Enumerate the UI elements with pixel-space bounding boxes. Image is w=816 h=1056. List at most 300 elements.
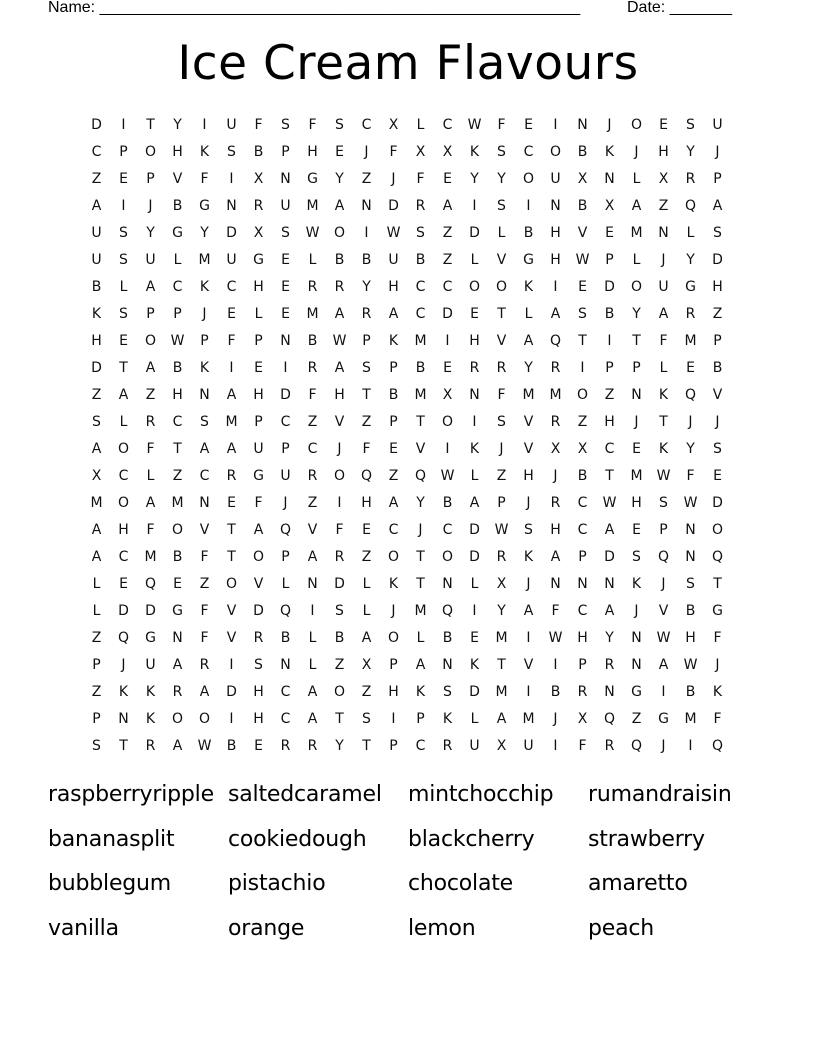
name-field[interactable]: Name: ______________________________________________________: [48, 0, 581, 16]
grid-cell[interactable]: H: [91, 332, 102, 349]
grid-cell[interactable]: Z: [145, 386, 156, 403]
grid-cell[interactable]: K: [145, 683, 156, 700]
grid-cell[interactable]: P: [146, 170, 155, 187]
grid-cell[interactable]: P: [200, 332, 209, 349]
grid-cell[interactable]: B: [685, 683, 696, 700]
grid-cell[interactable]: F: [713, 629, 722, 646]
grid-cell[interactable]: E: [578, 278, 587, 295]
grid-cell[interactable]: K: [199, 278, 210, 295]
grid-cell[interactable]: G: [523, 251, 534, 268]
grid-cell[interactable]: Z: [307, 494, 318, 511]
grid-cell[interactable]: H: [712, 278, 723, 295]
grid-cell[interactable]: J: [607, 116, 612, 133]
grid-cell[interactable]: B: [604, 305, 615, 322]
grid-cell[interactable]: L: [119, 278, 128, 295]
grid-cell[interactable]: F: [200, 602, 209, 619]
grid-cell[interactable]: S: [92, 413, 101, 430]
grid-cell[interactable]: H: [550, 521, 561, 538]
grid-cell[interactable]: H: [604, 413, 615, 430]
grid-cell[interactable]: C: [523, 143, 534, 160]
grid-cell[interactable]: K: [199, 359, 210, 376]
grid-cell[interactable]: M: [90, 494, 103, 511]
grid-cell[interactable]: M: [414, 386, 427, 403]
grid-cell[interactable]: F: [200, 548, 209, 565]
grid-cell[interactable]: G: [712, 602, 723, 619]
grid-cell[interactable]: J: [715, 656, 720, 673]
grid-cell[interactable]: G: [199, 197, 210, 214]
grid-cell[interactable]: Z: [361, 683, 372, 700]
grid-cell[interactable]: A: [91, 521, 102, 538]
grid-cell[interactable]: X: [415, 143, 426, 160]
grid-cell[interactable]: K: [388, 575, 399, 592]
grid-cell[interactable]: A: [307, 683, 318, 700]
grid-cell[interactable]: Y: [416, 494, 425, 511]
grid-cell[interactable]: S: [119, 251, 128, 268]
grid-cell[interactable]: M: [414, 332, 427, 349]
grid-cell[interactable]: C: [442, 278, 453, 295]
grid-cell[interactable]: E: [443, 170, 452, 187]
grid-cell[interactable]: S: [443, 683, 452, 700]
grid-cell[interactable]: T: [497, 305, 506, 322]
grid-cell[interactable]: U: [523, 737, 534, 754]
grid-cell[interactable]: T: [173, 440, 182, 457]
grid-cell[interactable]: E: [335, 143, 344, 160]
grid-cell[interactable]: A: [253, 521, 264, 538]
grid-cell[interactable]: I: [337, 494, 342, 511]
grid-cell[interactable]: I: [310, 602, 315, 619]
grid-cell[interactable]: P: [713, 170, 722, 187]
grid-cell[interactable]: X: [91, 467, 102, 484]
grid-cell[interactable]: N: [226, 197, 237, 214]
grid-cell[interactable]: Z: [388, 467, 399, 484]
grid-cell[interactable]: M: [522, 710, 535, 727]
grid-cell[interactable]: P: [389, 737, 398, 754]
grid-cell[interactable]: A: [658, 656, 669, 673]
grid-cell[interactable]: C: [172, 278, 183, 295]
grid-cell[interactable]: B: [361, 251, 372, 268]
grid-cell[interactable]: S: [686, 116, 695, 133]
grid-cell[interactable]: K: [658, 386, 669, 403]
grid-cell[interactable]: E: [362, 521, 371, 538]
grid-cell[interactable]: V: [496, 332, 507, 349]
grid-cell[interactable]: Z: [91, 683, 102, 700]
grid-cell[interactable]: T: [119, 359, 128, 376]
grid-cell[interactable]: T: [362, 737, 371, 754]
grid-cell[interactable]: A: [361, 629, 372, 646]
grid-cell[interactable]: F: [335, 521, 344, 538]
grid-cell[interactable]: H: [469, 332, 480, 349]
grid-cell[interactable]: R: [334, 278, 345, 295]
grid-cell[interactable]: Y: [146, 224, 155, 241]
grid-cell[interactable]: N: [307, 575, 318, 592]
grid-cell[interactable]: R: [307, 359, 318, 376]
grid-cell[interactable]: C: [172, 413, 183, 430]
grid-cell[interactable]: Q: [684, 197, 697, 214]
grid-cell[interactable]: Y: [686, 251, 695, 268]
grid-cell[interactable]: Y: [524, 359, 533, 376]
grid-cell[interactable]: Y: [335, 170, 344, 187]
grid-cell[interactable]: Z: [604, 386, 615, 403]
grid-cell[interactable]: I: [526, 629, 531, 646]
grid-cell[interactable]: J: [715, 143, 720, 160]
grid-cell[interactable]: D: [388, 197, 399, 214]
grid-cell[interactable]: Y: [497, 602, 506, 619]
grid-cell[interactable]: J: [553, 710, 558, 727]
grid-cell[interactable]: G: [253, 467, 264, 484]
grid-cell[interactable]: H: [577, 629, 588, 646]
grid-cell[interactable]: Q: [279, 602, 292, 619]
grid-cell[interactable]: J: [202, 305, 207, 322]
grid-cell[interactable]: M: [630, 224, 643, 241]
grid-cell[interactable]: O: [117, 494, 130, 511]
grid-cell[interactable]: Z: [496, 467, 507, 484]
grid-cell[interactable]: V: [172, 170, 183, 187]
grid-cell[interactable]: M: [630, 467, 643, 484]
grid-cell[interactable]: H: [172, 143, 183, 160]
grid-cell[interactable]: A: [145, 359, 156, 376]
grid-cell[interactable]: B: [442, 629, 453, 646]
grid-cell[interactable]: V: [658, 602, 669, 619]
grid-cell[interactable]: E: [389, 440, 398, 457]
grid-cell[interactable]: N: [280, 170, 291, 187]
grid-cell[interactable]: A: [172, 737, 183, 754]
grid-cell[interactable]: O: [495, 278, 508, 295]
grid-cell[interactable]: A: [415, 656, 426, 673]
grid-cell[interactable]: U: [226, 251, 237, 268]
grid-cell[interactable]: B: [550, 683, 561, 700]
grid-cell[interactable]: I: [229, 656, 234, 673]
grid-cell[interactable]: A: [712, 197, 723, 214]
grid-cell[interactable]: O: [171, 521, 184, 538]
grid-cell[interactable]: J: [499, 440, 504, 457]
grid-cell[interactable]: K: [469, 656, 480, 673]
grid-cell[interactable]: S: [200, 413, 209, 430]
grid-cell[interactable]: K: [604, 143, 615, 160]
grid-cell[interactable]: A: [226, 440, 237, 457]
grid-cell[interactable]: V: [226, 602, 237, 619]
grid-cell[interactable]: J: [553, 467, 558, 484]
grid-cell[interactable]: Y: [605, 629, 614, 646]
grid-cell[interactable]: R: [145, 413, 156, 430]
grid-cell[interactable]: L: [281, 575, 290, 592]
grid-cell[interactable]: L: [659, 359, 668, 376]
grid-cell[interactable]: S: [281, 116, 290, 133]
grid-cell[interactable]: K: [442, 710, 453, 727]
grid-cell[interactable]: Q: [414, 467, 427, 484]
grid-cell[interactable]: S: [362, 710, 371, 727]
grid-cell[interactable]: E: [119, 332, 128, 349]
grid-cell[interactable]: H: [253, 386, 264, 403]
grid-cell[interactable]: C: [415, 737, 426, 754]
grid-cell[interactable]: G: [631, 683, 642, 700]
grid-cell[interactable]: L: [362, 575, 371, 592]
grid-cell[interactable]: O: [711, 521, 724, 538]
grid-cell[interactable]: V: [496, 251, 507, 268]
grid-cell[interactable]: P: [389, 656, 398, 673]
grid-cell[interactable]: Q: [549, 332, 562, 349]
grid-cell[interactable]: R: [550, 359, 561, 376]
grid-cell[interactable]: B: [442, 494, 453, 511]
grid-cell[interactable]: Y: [173, 116, 182, 133]
grid-cell[interactable]: J: [391, 170, 396, 187]
grid-cell[interactable]: E: [443, 359, 452, 376]
grid-cell[interactable]: L: [308, 629, 317, 646]
grid-cell[interactable]: W: [494, 521, 509, 538]
grid-cell[interactable]: G: [172, 224, 183, 241]
grid-cell[interactable]: X: [253, 224, 264, 241]
grid-cell[interactable]: F: [227, 332, 236, 349]
grid-cell[interactable]: K: [631, 575, 642, 592]
grid-cell[interactable]: A: [91, 197, 102, 214]
grid-cell[interactable]: I: [283, 359, 288, 376]
grid-cell[interactable]: O: [441, 548, 454, 565]
grid-cell[interactable]: P: [173, 305, 182, 322]
grid-cell[interactable]: U: [280, 197, 291, 214]
grid-cell[interactable]: C: [226, 278, 237, 295]
grid-cell[interactable]: S: [632, 548, 641, 565]
grid-cell[interactable]: Z: [307, 413, 318, 430]
grid-cell[interactable]: Y: [497, 170, 506, 187]
grid-cell[interactable]: J: [337, 440, 342, 457]
grid-cell[interactable]: K: [91, 305, 102, 322]
grid-cell[interactable]: S: [227, 143, 236, 160]
grid-cell[interactable]: O: [630, 116, 643, 133]
grid-cell[interactable]: Z: [334, 656, 345, 673]
grid-cell[interactable]: D: [469, 548, 480, 565]
grid-cell[interactable]: S: [497, 143, 506, 160]
grid-cell[interactable]: I: [229, 170, 234, 187]
grid-cell[interactable]: U: [388, 251, 399, 268]
grid-cell[interactable]: L: [470, 575, 479, 592]
grid-cell[interactable]: H: [172, 386, 183, 403]
grid-cell[interactable]: J: [391, 602, 396, 619]
grid-cell[interactable]: D: [712, 251, 723, 268]
grid-cell[interactable]: V: [253, 575, 264, 592]
grid-cell[interactable]: A: [118, 386, 129, 403]
grid-cell[interactable]: Q: [144, 575, 157, 592]
grid-cell[interactable]: I: [121, 197, 126, 214]
grid-cell[interactable]: S: [362, 359, 371, 376]
grid-cell[interactable]: O: [117, 440, 130, 457]
grid-cell[interactable]: L: [173, 251, 182, 268]
grid-cell[interactable]: K: [469, 440, 480, 457]
grid-cell[interactable]: C: [577, 602, 588, 619]
grid-cell[interactable]: R: [496, 359, 507, 376]
grid-cell[interactable]: D: [334, 575, 345, 592]
grid-cell[interactable]: H: [253, 710, 264, 727]
grid-cell[interactable]: N: [550, 575, 561, 592]
grid-cell[interactable]: Z: [577, 413, 588, 430]
grid-cell[interactable]: F: [200, 170, 209, 187]
grid-cell[interactable]: D: [604, 548, 615, 565]
grid-cell[interactable]: U: [226, 116, 237, 133]
grid-cell[interactable]: A: [550, 548, 561, 565]
grid-cell[interactable]: T: [416, 413, 425, 430]
grid-cell[interactable]: G: [658, 710, 669, 727]
grid-cell[interactable]: S: [416, 224, 425, 241]
grid-cell[interactable]: R: [307, 737, 318, 754]
grid-cell[interactable]: S: [497, 197, 506, 214]
grid-cell[interactable]: Q: [441, 602, 454, 619]
grid-cell[interactable]: R: [280, 737, 291, 754]
grid-cell[interactable]: N: [361, 197, 372, 214]
grid-cell[interactable]: O: [252, 548, 265, 565]
grid-cell[interactable]: R: [604, 656, 615, 673]
grid-cell[interactable]: U: [280, 467, 291, 484]
grid-cell[interactable]: S: [335, 602, 344, 619]
grid-cell[interactable]: I: [472, 197, 477, 214]
grid-cell[interactable]: J: [634, 602, 639, 619]
grid-cell[interactable]: B: [334, 629, 345, 646]
grid-cell[interactable]: I: [364, 224, 369, 241]
grid-cell[interactable]: L: [308, 251, 317, 268]
grid-cell[interactable]: P: [362, 332, 371, 349]
grid-cell[interactable]: T: [632, 332, 641, 349]
grid-cell[interactable]: Q: [711, 548, 724, 565]
grid-cell[interactable]: Q: [711, 737, 724, 754]
grid-cell[interactable]: P: [605, 359, 614, 376]
grid-cell[interactable]: A: [496, 710, 507, 727]
grid-cell[interactable]: N: [442, 656, 453, 673]
grid-cell[interactable]: V: [523, 440, 534, 457]
grid-cell[interactable]: E: [605, 224, 614, 241]
grid-cell[interactable]: L: [416, 629, 425, 646]
grid-cell[interactable]: I: [553, 278, 558, 295]
grid-cell[interactable]: Q: [603, 710, 616, 727]
grid-cell[interactable]: L: [362, 602, 371, 619]
grid-cell[interactable]: E: [524, 116, 533, 133]
grid-cell[interactable]: N: [577, 116, 588, 133]
grid-cell[interactable]: W: [656, 467, 671, 484]
grid-cell[interactable]: P: [578, 656, 587, 673]
grid-cell[interactable]: T: [362, 386, 371, 403]
grid-cell[interactable]: W: [548, 629, 563, 646]
grid-cell[interactable]: R: [334, 548, 345, 565]
grid-cell[interactable]: A: [307, 548, 318, 565]
grid-cell[interactable]: T: [416, 548, 425, 565]
grid-cell[interactable]: Z: [658, 197, 669, 214]
grid-cell[interactable]: F: [497, 116, 506, 133]
grid-cell[interactable]: I: [391, 710, 396, 727]
grid-cell[interactable]: N: [685, 548, 696, 565]
grid-cell[interactable]: C: [604, 440, 615, 457]
grid-cell[interactable]: Z: [442, 224, 453, 241]
grid-cell[interactable]: S: [119, 305, 128, 322]
grid-cell[interactable]: I: [580, 359, 585, 376]
grid-cell[interactable]: P: [281, 440, 290, 457]
grid-cell[interactable]: A: [334, 305, 345, 322]
grid-cell[interactable]: L: [146, 467, 155, 484]
grid-cell[interactable]: S: [254, 656, 263, 673]
grid-cell[interactable]: H: [550, 251, 561, 268]
grid-cell[interactable]: P: [389, 413, 398, 430]
grid-cell[interactable]: B: [226, 737, 237, 754]
grid-cell[interactable]: S: [524, 521, 533, 538]
grid-cell[interactable]: H: [685, 629, 696, 646]
grid-cell[interactable]: H: [550, 224, 561, 241]
grid-cell[interactable]: H: [658, 143, 669, 160]
grid-cell[interactable]: F: [416, 170, 425, 187]
grid-cell[interactable]: D: [91, 359, 102, 376]
grid-cell[interactable]: Z: [631, 710, 642, 727]
grid-cell[interactable]: N: [550, 197, 561, 214]
grid-cell[interactable]: L: [470, 251, 479, 268]
grid-cell[interactable]: Y: [470, 170, 479, 187]
grid-cell[interactable]: T: [227, 548, 236, 565]
grid-cell[interactable]: F: [659, 332, 668, 349]
grid-cell[interactable]: I: [445, 332, 450, 349]
grid-cell[interactable]: E: [119, 170, 128, 187]
grid-cell[interactable]: P: [605, 251, 614, 268]
grid-cell[interactable]: T: [227, 521, 236, 538]
grid-cell[interactable]: Y: [686, 143, 695, 160]
grid-cell[interactable]: R: [469, 359, 480, 376]
grid-cell[interactable]: A: [469, 494, 480, 511]
grid-cell[interactable]: P: [713, 332, 722, 349]
grid-cell[interactable]: B: [307, 332, 318, 349]
grid-cell[interactable]: L: [632, 251, 641, 268]
grid-cell[interactable]: J: [715, 413, 720, 430]
grid-cell[interactable]: Z: [361, 413, 372, 430]
grid-cell[interactable]: F: [497, 386, 506, 403]
grid-cell[interactable]: Z: [91, 629, 102, 646]
grid-cell[interactable]: K: [415, 683, 426, 700]
grid-cell[interactable]: J: [121, 656, 126, 673]
grid-cell[interactable]: H: [388, 683, 399, 700]
grid-cell[interactable]: Z: [172, 467, 183, 484]
grid-cell[interactable]: S: [686, 575, 695, 592]
grid-cell[interactable]: P: [659, 521, 668, 538]
grid-cell[interactable]: L: [92, 602, 101, 619]
grid-cell[interactable]: C: [577, 494, 588, 511]
grid-cell[interactable]: B: [577, 143, 588, 160]
grid-cell[interactable]: Y: [686, 440, 695, 457]
grid-cell[interactable]: L: [254, 305, 263, 322]
grid-cell[interactable]: B: [253, 143, 264, 160]
grid-cell[interactable]: X: [496, 737, 507, 754]
grid-cell[interactable]: K: [118, 683, 129, 700]
grid-cell[interactable]: E: [281, 278, 290, 295]
grid-cell[interactable]: D: [226, 683, 237, 700]
grid-cell[interactable]: I: [688, 737, 693, 754]
grid-cell[interactable]: Q: [117, 629, 130, 646]
grid-cell[interactable]: Z: [361, 548, 372, 565]
grid-cell[interactable]: J: [634, 143, 639, 160]
grid-cell[interactable]: H: [523, 467, 534, 484]
grid-cell[interactable]: D: [145, 602, 156, 619]
grid-cell[interactable]: W: [575, 251, 590, 268]
grid-cell[interactable]: F: [686, 467, 695, 484]
grid-cell[interactable]: N: [469, 386, 480, 403]
grid-cell[interactable]: T: [146, 116, 155, 133]
grid-cell[interactable]: R: [550, 413, 561, 430]
grid-cell[interactable]: E: [470, 305, 479, 322]
grid-cell[interactable]: R: [604, 737, 615, 754]
grid-cell[interactable]: A: [604, 521, 615, 538]
grid-cell[interactable]: A: [334, 359, 345, 376]
grid-cell[interactable]: L: [470, 467, 479, 484]
grid-cell[interactable]: J: [418, 521, 423, 538]
grid-cell[interactable]: V: [577, 224, 588, 241]
grid-cell[interactable]: W: [683, 656, 698, 673]
grid-cell[interactable]: I: [661, 683, 666, 700]
grid-cell[interactable]: C: [415, 278, 426, 295]
grid-cell[interactable]: C: [118, 548, 129, 565]
grid-cell[interactable]: L: [470, 710, 479, 727]
grid-cell[interactable]: A: [226, 386, 237, 403]
grid-cell[interactable]: F: [146, 440, 155, 457]
grid-cell[interactable]: X: [253, 170, 264, 187]
